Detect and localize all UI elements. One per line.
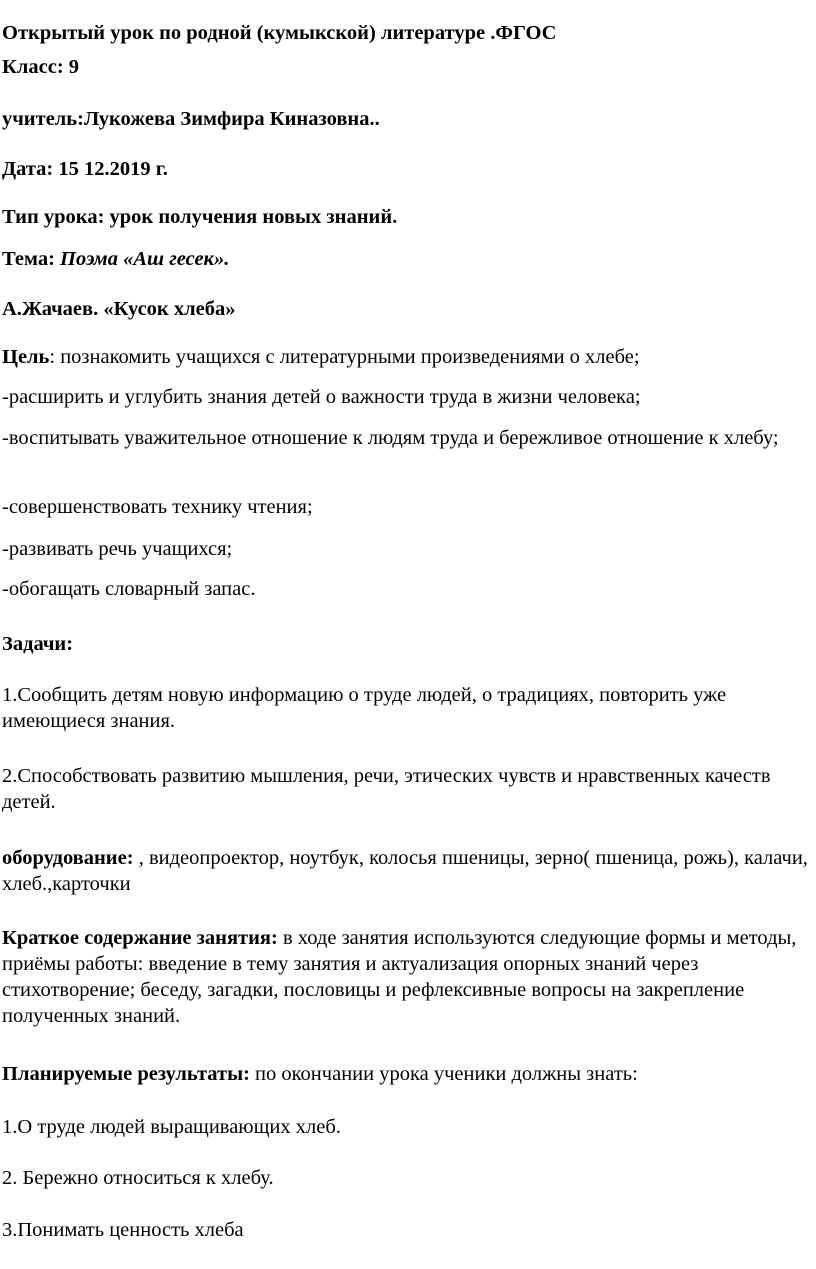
teacher-line: учитель:Лукожева Зимфира Киназовна.. bbox=[2, 108, 380, 130]
goal-item: -расширить и углубить знания детей о важности труда в жизни человека; bbox=[2, 386, 641, 408]
equipment-paragraph bbox=[2, 845, 814, 897]
equipment-text: , видеопроектор, ноутбук, колосья пшеницы, зерно( пшеница, рожь), калачи, хлеб.,карточки bbox=[2, 847, 808, 895]
summary-paragraph bbox=[2, 925, 814, 1029]
goal-item: -совершенствовать технику чтения; bbox=[2, 496, 313, 518]
goal-text: : познакомить учащихся с литературными произведениями о хлебе; bbox=[49, 346, 640, 368]
author-work-line: А.Жачаев. «Кусок хлеба» bbox=[2, 298, 236, 320]
task-item: 1.Сообщить детям новую информацию о труде людей, о традициях, повторить уже имеющиеся знания. bbox=[2, 684, 727, 732]
goal-line bbox=[2, 344, 640, 370]
class-line: Класс: 9 bbox=[2, 56, 80, 78]
lesson-type-line: Тип урока: урок получения новых знаний. bbox=[2, 206, 398, 228]
result-item: 3.Понимать ценность хлеба bbox=[2, 1219, 244, 1241]
goal-label: Цель bbox=[2, 346, 50, 368]
goal-item: -обогащать словарный запас. bbox=[2, 578, 256, 600]
results-text: по окончании урока ученики должны знать: bbox=[249, 1063, 638, 1085]
goal-item: -развивать речь учащихся; bbox=[2, 538, 233, 560]
topic-value: Поэма «Аш гесек». bbox=[60, 248, 230, 270]
lesson-title: Открытый урок по родной (кумыкской) литературе .ФГОС bbox=[2, 22, 557, 44]
summary-text: в ходе занятия используются следующие формы и методы, приёмы работы: введение в тему занятия и актуализация опорных знаний через стихотворение; беседу, загадки, пословицы и рефлексивные вопросы на закрепление полученных знаний. bbox=[2, 927, 797, 1027]
results-line bbox=[2, 1061, 638, 1087]
summary-label: Краткое содержание занятия: bbox=[2, 927, 278, 949]
goal-item: -воспитывать уважительное отношение к людям труда и бережливое отношение к хлебу; bbox=[2, 427, 779, 449]
result-item: 2. Бережно относиться к хлебу. bbox=[2, 1167, 274, 1189]
result-item: 1.О труде людей выращивающих хлеб. bbox=[2, 1116, 341, 1138]
topic-label: Тема: bbox=[2, 248, 55, 270]
equipment-label: оборудование: bbox=[2, 847, 134, 869]
tasks-heading: Задачи: bbox=[2, 633, 74, 655]
task-item: 2.Способствовать развитию мышления, речи, этических чувств и нравственных качеств детей. bbox=[2, 765, 771, 813]
results-label: Планируемые результаты: bbox=[2, 1063, 250, 1085]
date-line: Дата: 15 12.2019 г. bbox=[2, 158, 168, 180]
topic-line bbox=[2, 246, 229, 272]
